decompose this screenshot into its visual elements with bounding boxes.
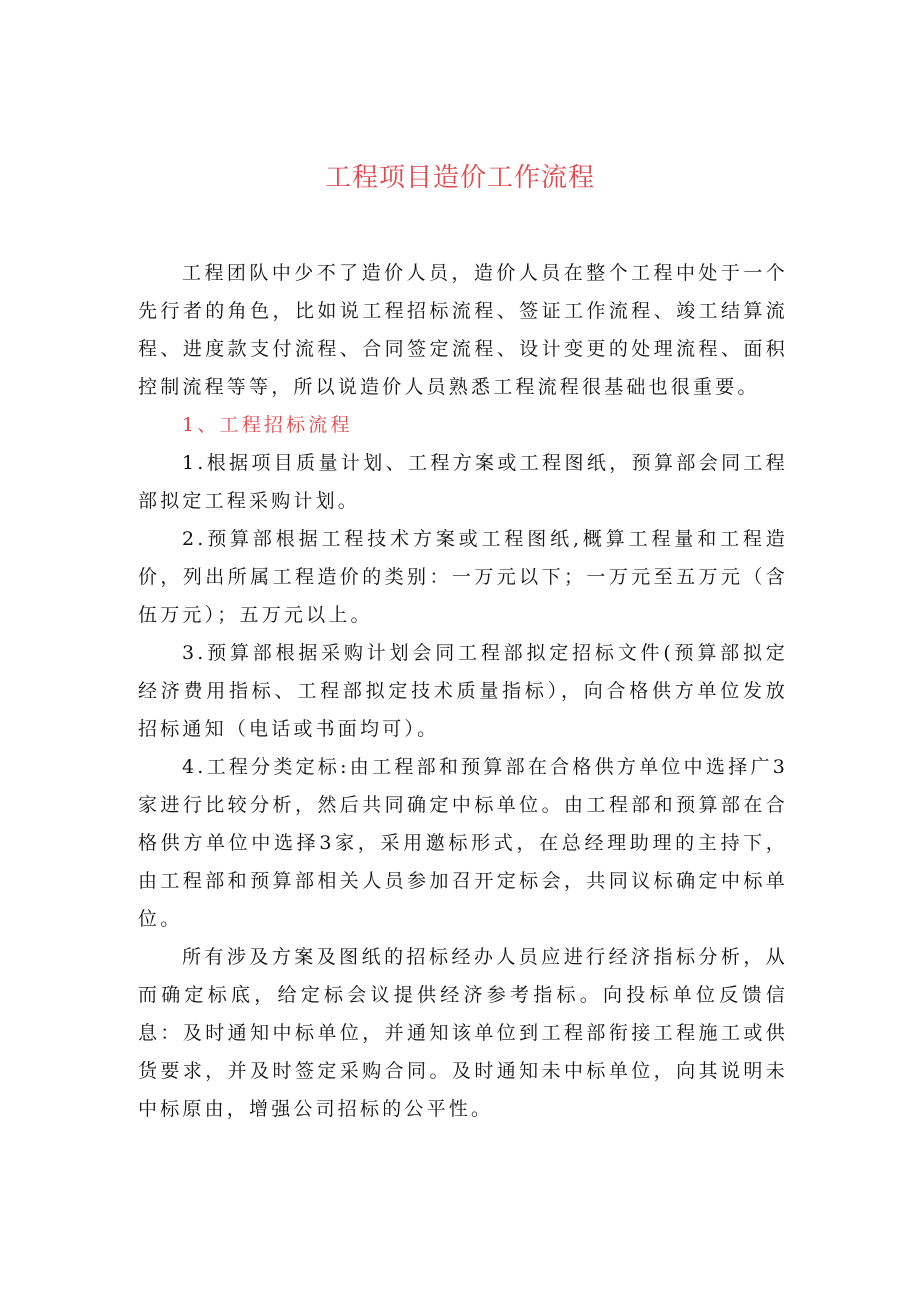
intro-paragraph: 工程团队中少不了造价人员，造价人员在整个工程中处于一个先行者的角色，比如说工程招标流程、签证工作流程、竣工结算流程、进度款支付流程、合同签定流程、设计变更的处理流程、面积控制流程等等，所以说造价人员熟悉工程流程很基础也很重要。 bbox=[138, 262, 788, 398]
step-1-paragraph: 1.根据项目质量计划、工程方案或工程图纸，预算部会同工程部拟定工程采购计划。 bbox=[138, 452, 788, 512]
step-4-paragraph: 4.工程分类定标:由工程部和预算部在合格供方单位中选择广3家进行比较分析，然后共同确定中标单位。由工程部和预算部在合格供方单位中选择3家，采用邀标形式，在总经理助理的主持下，由工程部和预算部相关人员参加召开定标会，共同议标确定中标单位。 bbox=[138, 756, 788, 930]
document-title: 工程项目造价工作流程 bbox=[324, 163, 595, 193]
step-3-paragraph: 3.预算部根据采购计划会同工程部拟定招标文件(预算部拟定经济费用指标、工程部拟定技术质量指标），向合格供方单位发放招标通知（电话或书面均可）。 bbox=[138, 642, 788, 740]
document-body bbox=[138, 254, 788, 1128]
closing-paragraph: 所有涉及方案及图纸的招标经办人员应进行经济指标分析，从而确定标底，给定标会议提供经济参考指标。向投标单位反馈信息：及时通知中标单位，并通知该单位到工程部衔接工程施工或供货要求，并及时签定采购合同。及时通知未中标单位，向其说明未中标原由，增强公司招标的公平性。 bbox=[138, 946, 788, 1120]
section-heading-bidding-process: 1、工程招标流程 bbox=[182, 414, 353, 436]
step-2-paragraph: 2.预算部根据工程技术方案或工程图纸,概算工程量和工程造价，列出所属工程造价的类别：一万元以下；一万元至五万元（含伍万元）；五万元以上。 bbox=[138, 528, 788, 626]
